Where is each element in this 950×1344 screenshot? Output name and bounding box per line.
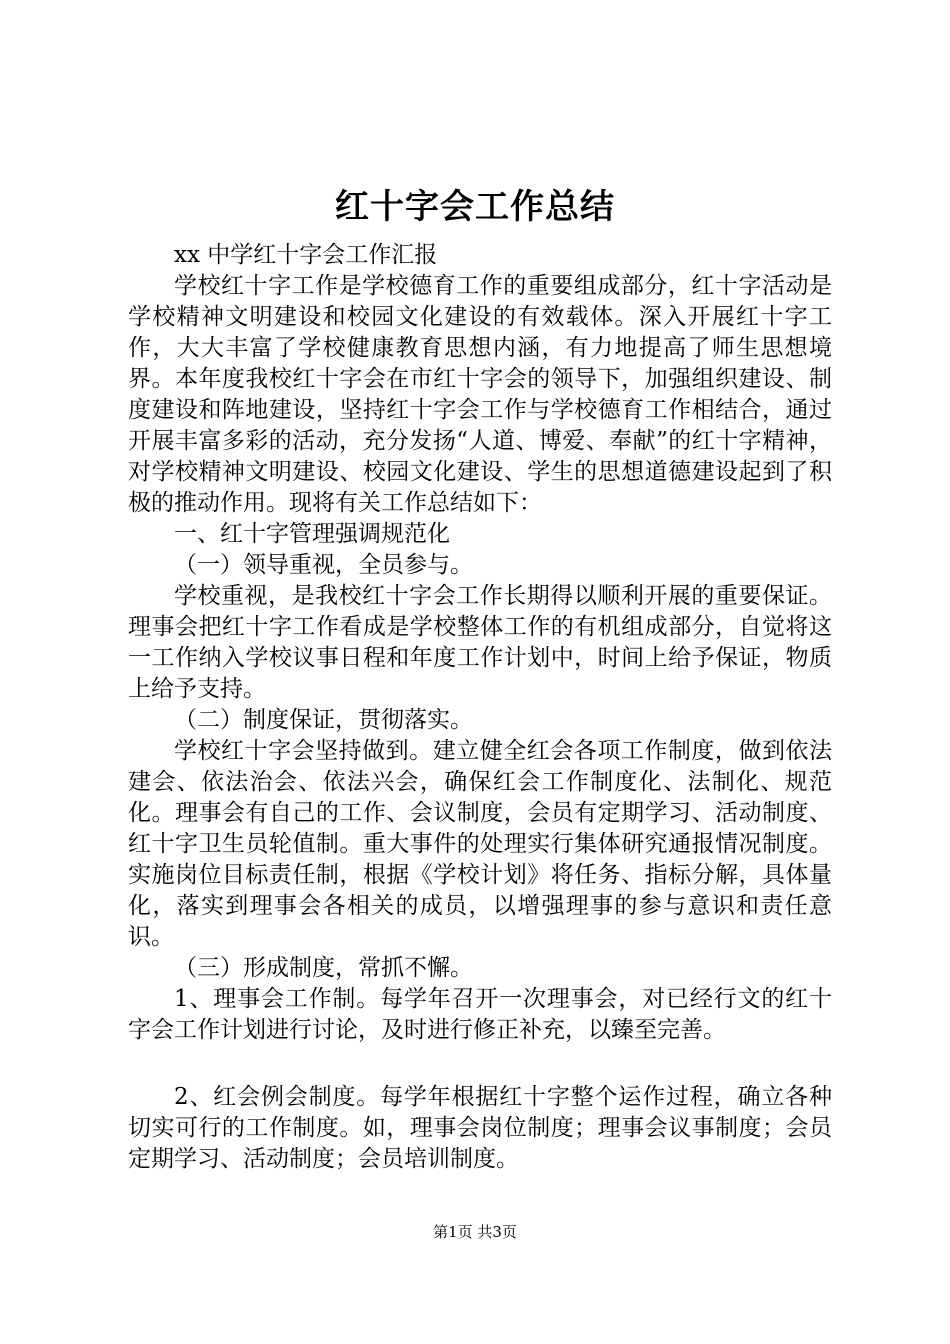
- page-footer: 第1页 共3页: [433, 1223, 517, 1241]
- section-heading-1: 一、红十字管理强调规范化: [174, 521, 450, 547]
- document-title: 红十字会工作总结: [335, 187, 615, 227]
- paragraph-system: 学校红十字会坚持做到。建立健全红会各项工作制度，做到依法建会、依法治会、依法兴会，确保红会工作制度化、法制化、规范化。理事会有自己的工作、会议制度，会员有定期学习、活动制度、红十字卫生员轮值制。重大事件的处理实行集体研究通报情况制度。实施岗位目标责任制，根据《学校计划》将任务、指标分解，具体量化，落实到理事会各相关的成员，以增强理事的参与意识和责任意识。: [128, 738, 832, 950]
- subsection-heading-3: （三）形成制度，常抓不懈。: [174, 955, 473, 981]
- paragraph-leadership: 学校重视，是我校红十字会工作长期得以顺利开展的重要保证。理事会把红十字工作看成是学校整体工作的有机组成部分，自觉将这一工作纳入学校议事日程和年度工作计划中，时间上给予保证，物质上给予支持。: [128, 583, 832, 702]
- list-item-2: 2、红会例会制度。每学年根据红十字整个运作过程，确立各种切实可行的工作制度。如，理事会岗位制度；理事会议事制度；会员定期学习、活动制度；会员培训制度。: [128, 1084, 832, 1172]
- list-item-1: 1、理事会工作制。每学年召开一次理事会，对已经行文的红十字会工作计划进行讨论，及时进行修正补充，以臻至完善。: [128, 986, 832, 1043]
- subsection-heading-1: （一）领导重视，全员参与。: [174, 552, 473, 578]
- paragraph-report-heading: xx 中学红十字会工作汇报: [174, 242, 438, 268]
- paragraph-intro: 学校红十字工作是学校德育工作的重要组成部分，红十字活动是学校精神文明建设和校园文化建设的有效载体。深入开展红十字工作，大大丰富了学校健康教育思想内涵，有力地提高了师生思想境界。本年度我校红十字会在市红十字会的领导下，加强组织建设、制度建设和阵地建设，坚持红十字会工作与学校德育工作相结合，通过开展丰富多彩的活动，充分发扬“人道、博爱、奉献”的红十字精神，对学校精神文明建设、校园文化建设、学生的思想道德建设起到了积极的推动作用。现将有关工作总结如下：: [128, 273, 832, 516]
- subsection-heading-2: （二）制度保证，贯彻落实。: [174, 707, 473, 733]
- paragraph-gap: [128, 1046, 832, 1082]
- document-body: [128, 240, 832, 1175]
